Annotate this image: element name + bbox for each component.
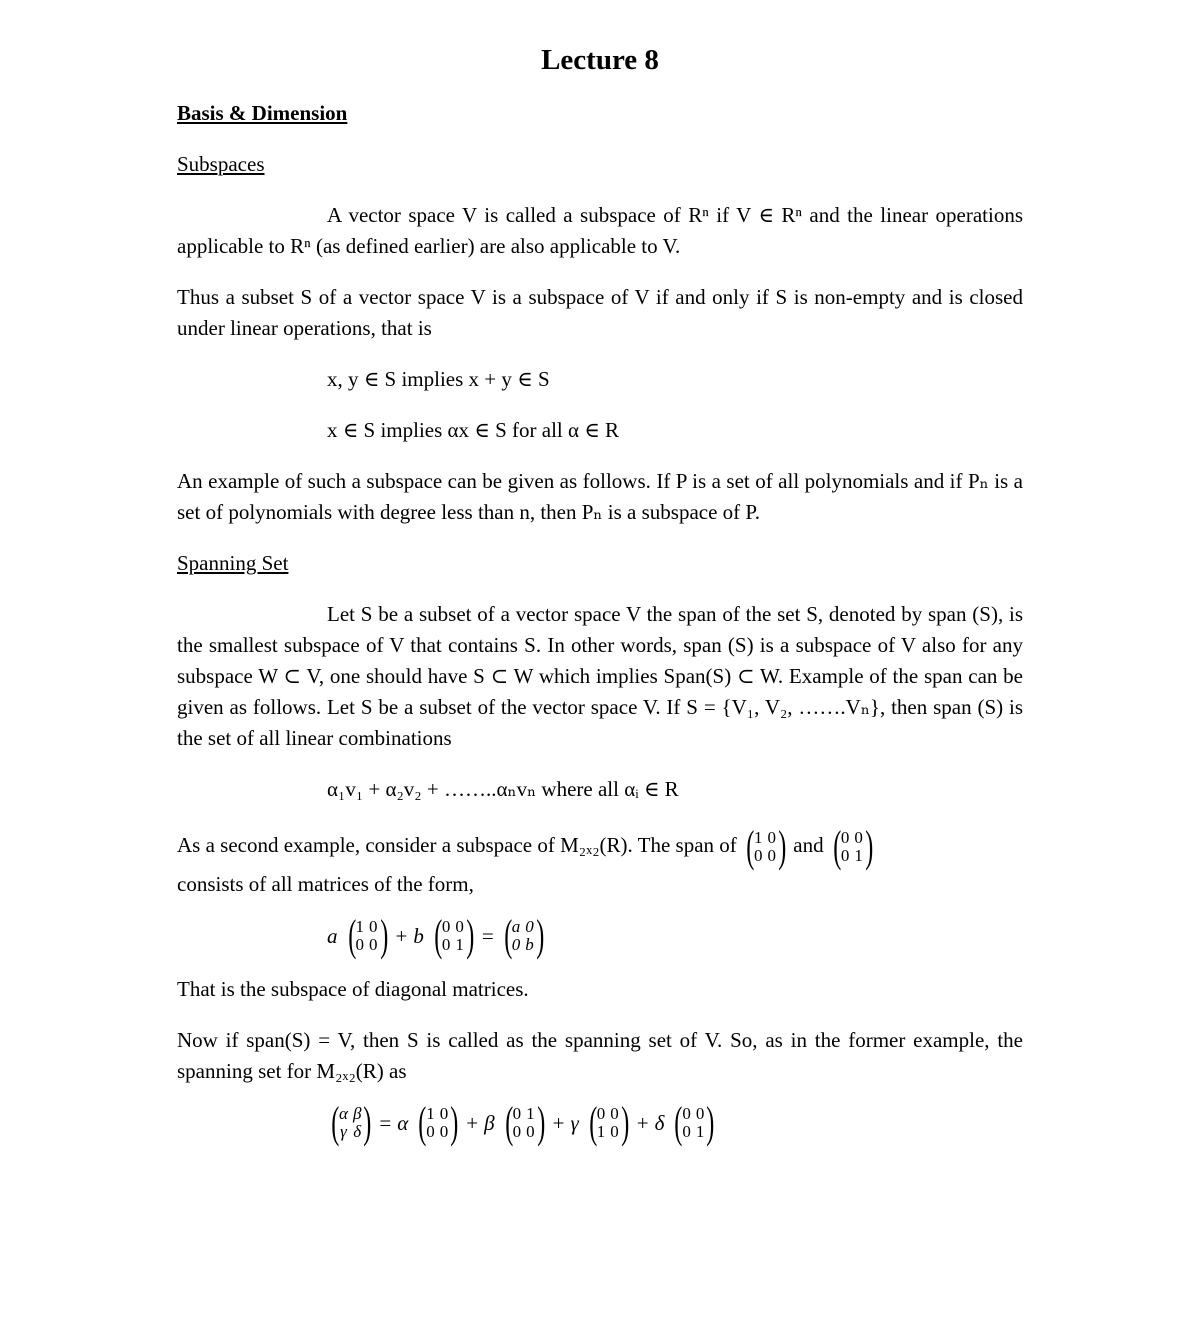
plus-sign: + bbox=[395, 923, 408, 948]
left-paren: ( bbox=[833, 822, 842, 871]
section-heading: Basis & Dimension bbox=[177, 101, 348, 125]
matrix-general: ( α β γ δ ) bbox=[331, 1098, 372, 1147]
subsection-heading-subspaces: Subspaces bbox=[177, 152, 265, 176]
right-paren: ) bbox=[865, 822, 874, 871]
coef-alpha: α bbox=[397, 1110, 409, 1135]
right-paren: ) bbox=[379, 911, 388, 960]
right-paren: ) bbox=[450, 1098, 459, 1147]
left-paren: ( bbox=[674, 1098, 683, 1147]
condition-scalar: x ∈ S implies αx ∈ S for all α ∈ R bbox=[327, 418, 620, 442]
page-title: Lecture 8 bbox=[541, 44, 659, 76]
matrix-form-text: consists of all matrices of the form, bbox=[177, 872, 474, 896]
left-paren: ( bbox=[746, 822, 755, 871]
coef-gamma: γ bbox=[570, 1110, 579, 1135]
equals-sign: = bbox=[481, 923, 494, 948]
condition-addition: x, y ∈ S implies x + y ∈ S bbox=[327, 367, 550, 391]
paragraph-span-definition: Let S be a subset of a vector space V the span of the set S, denoted by span (S), is the smallest subspace of V that contains S. In other words, span (S) is a subspace of V also for any subspace W ⊂ V, one should have S ⊂ W which implies Span(S) ⊂ W. Example of the span can be given as follows. Let S be a subset of the vector space V. If S = {V₁, V₂, …….Vₙ}, then span (S) is the set of all linear combinations bbox=[177, 602, 1023, 750]
plus-sign: + bbox=[466, 1110, 479, 1135]
left-paren: ( bbox=[503, 911, 512, 960]
coef-b: b bbox=[413, 923, 424, 948]
paragraph-subset-closure: Thus a subset S of a vector space V is a subspace of V if and only if S is non-empty and is closed under linear operations, that is bbox=[177, 285, 1023, 340]
coef-delta: δ bbox=[654, 1110, 665, 1135]
linear-combination: α₁v₁ + α₂v₂ + ……..αₙvₙ where all αᵢ ∈ R bbox=[327, 777, 679, 801]
matrix-e21: ( 0 0 1 0 ) bbox=[588, 1098, 630, 1147]
plus-sign: + bbox=[636, 1110, 649, 1135]
right-paren: ) bbox=[535, 911, 544, 960]
matrix-e12: ( 0 1 0 0 ) bbox=[504, 1098, 545, 1147]
second-example-text: As a second example, consider a subspace of M₂ₓ₂(R). The span of bbox=[177, 832, 737, 857]
left-paren: ( bbox=[331, 1098, 340, 1147]
right-paren: ) bbox=[778, 822, 787, 871]
paragraph-polynomial-example: An example of such a subspace can be given as follows. If P is a set of all polynomials and if Pₙ is a set of polynomials with degree less than n, then Pₙ is a subspace of P. bbox=[177, 469, 1023, 524]
left-paren: ( bbox=[588, 1098, 598, 1147]
paragraph-spanning-set: Now if span(S) = V, then S is called as the spanning set of V. So, as in the former example, the spanning set for M₂ₓ₂(R) as bbox=[177, 1028, 1023, 1083]
left-paren: ( bbox=[418, 1098, 427, 1147]
matrix-e11: ( 1 0 0 0 ) bbox=[418, 1098, 459, 1147]
left-paren: ( bbox=[504, 1098, 513, 1147]
paragraph-subspace-definition: A vector space V is called a subspace of Rⁿ if V ∈ Rⁿ and the linear operations applicable to Rⁿ (as defined earlier) are also applicable to V. bbox=[177, 203, 1023, 258]
right-paren: ) bbox=[536, 1098, 545, 1147]
matrix-e11: ( 1 0 0 0 ) bbox=[347, 911, 388, 960]
matrix-e11: ( 1 0 0 0 ) bbox=[746, 822, 787, 871]
paragraph-second-example bbox=[177, 822, 1023, 900]
diagonal-equation bbox=[177, 911, 1023, 960]
paragraph-diagonal: That is the subspace of diagonal matrices. bbox=[177, 977, 529, 1001]
right-paren: ) bbox=[706, 1098, 715, 1147]
matrix-diagonal: ( a 0 0 b ) bbox=[503, 911, 544, 960]
basis-equation bbox=[177, 1098, 1023, 1147]
right-paren: ) bbox=[620, 1098, 630, 1147]
matrix-e22: ( 0 0 0 1 ) bbox=[434, 911, 475, 960]
document-page bbox=[177, 40, 1023, 1165]
plus-sign: + bbox=[552, 1110, 565, 1135]
right-paren: ) bbox=[363, 1098, 372, 1147]
and-text: and bbox=[793, 832, 824, 857]
left-paren: ( bbox=[347, 911, 356, 960]
matrix-e22: ( 0 0 0 1 ) bbox=[674, 1098, 715, 1147]
coef-a: a bbox=[327, 923, 338, 948]
left-paren: ( bbox=[434, 911, 443, 960]
right-paren: ) bbox=[466, 911, 475, 960]
equals-sign: = bbox=[379, 1110, 392, 1135]
coef-beta: β bbox=[484, 1110, 495, 1135]
subsection-heading-spanning-set: Spanning Set bbox=[177, 551, 289, 575]
matrix-e22: ( 0 0 0 1 ) bbox=[833, 822, 874, 871]
